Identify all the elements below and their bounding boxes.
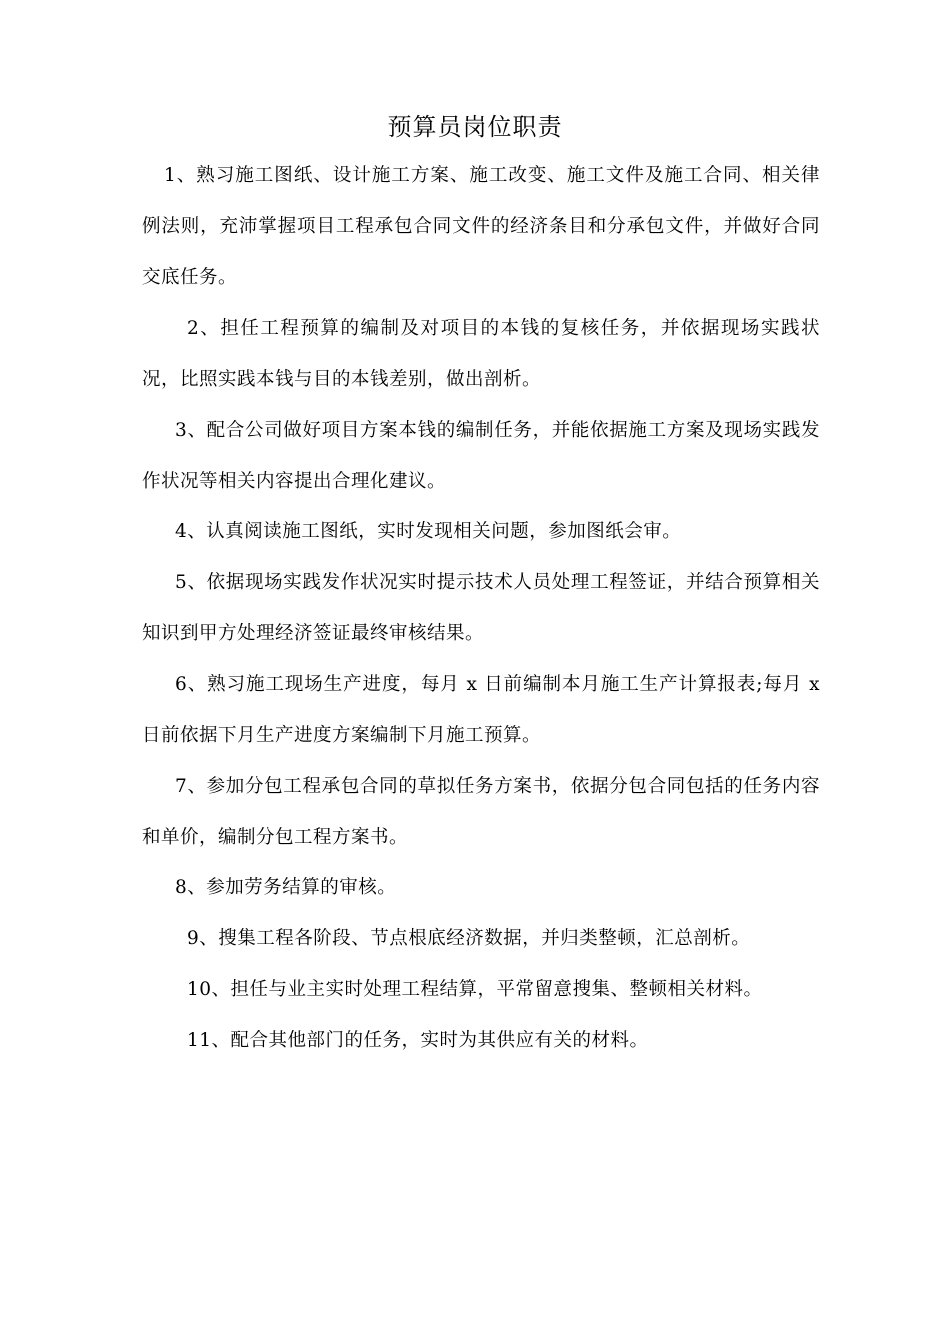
duty-paragraph-1: 1、熟习施工图纸、设计施工方案、施工改变、施工文件及施工合同、相关律例法则，充沛掌握项目工程承包合同文件的经济条目和分承包文件，并做好合同交底任务。 [142,165,820,288]
duty-paragraph-5: 5、依据现场实践发作状况实时提示技术人员处理工程签证，并结合预算相关知识到甲方处理经济签证最终审核结果。 [142,572,820,644]
duty-paragraph-9: 9、搜集工程各阶段、节点根底经济数据，并归类整顿，汇总剖析。 [187,928,751,949]
duty-paragraph-4: 4、认真阅读施工图纸，实时发现相关问题，参加图纸会审。 [175,521,682,542]
document-title: 预算员岗位职责 [387,113,563,141]
duty-paragraph-10: 10、担任与业主实时处理工程结算，平常留意搜集、整顿相关材料。 [187,979,763,1000]
duty-paragraph-3: 3、配合公司做好项目方案本钱的编制任务，并能依据施工方案及现场实践发作状况等相关内容提出合理化建议。 [142,420,820,492]
duty-paragraph-6: 6、熟习施工现场生产进度，每月 x 日前编制本月施工生产计算报表;每月 x 日前依据下月生产进度方案编制下月施工预算。 [142,674,820,746]
duty-paragraph-11: 11、配合其他部门的任务，实时为其供应有关的材料。 [187,1030,649,1051]
duty-paragraph-8: 8、参加劳务结算的审核。 [175,877,397,898]
duty-paragraph-7: 7、参加分包工程承包合同的草拟任务方案书，依据分包合同包括的任务内容和单价，编制分包工程方案书。 [142,776,820,848]
duty-paragraph-2: 2、担任工程预算的编制及对项目的本钱的复核任务，并依据现场实践状况，比照实践本钱与目的本钱差别，做出剖析。 [142,318,820,390]
